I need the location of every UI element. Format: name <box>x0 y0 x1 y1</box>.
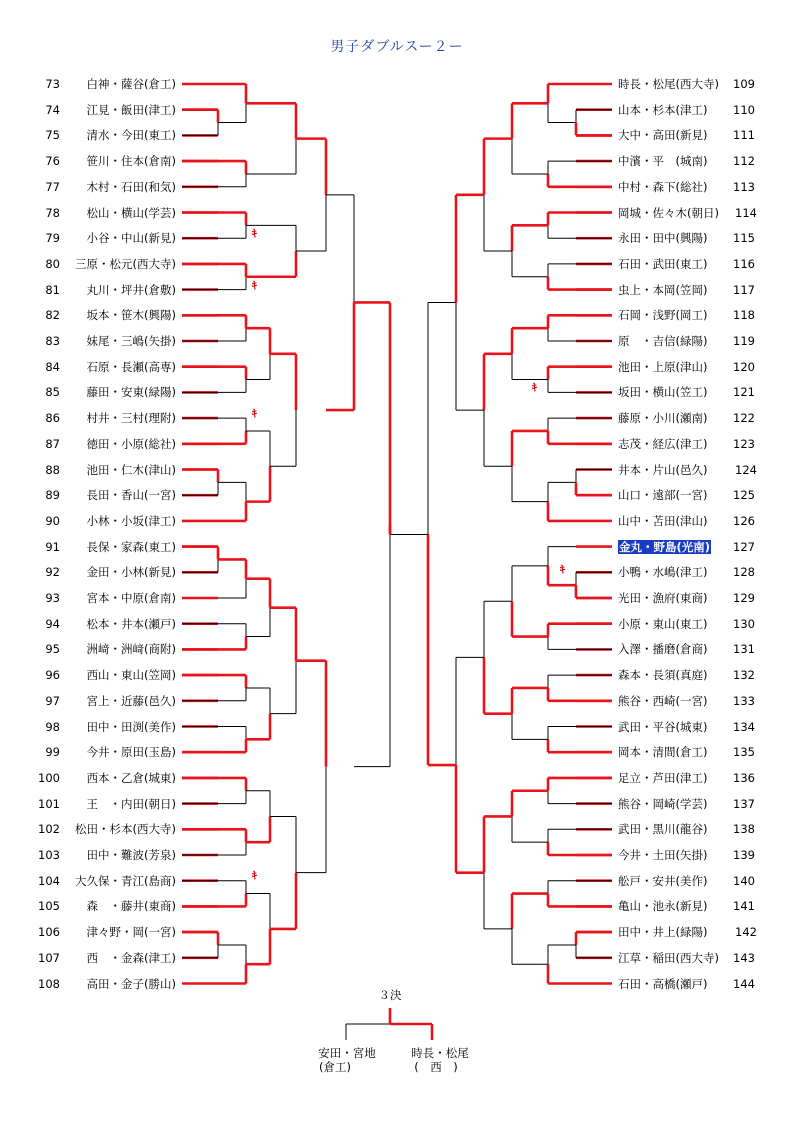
right-entry-number: 118 <box>733 308 755 323</box>
right-entry-name: 山本・杉本(津工) <box>618 102 708 117</box>
right-entry-number: 132 <box>733 668 755 683</box>
right-entry-number: 120 <box>733 359 755 374</box>
left-entry-number: 88 <box>45 462 60 477</box>
right-entry-name: 熊谷・西崎(一宮) <box>618 693 708 708</box>
third-place-player-a-name: 安田・宮地 <box>318 1046 376 1060</box>
right-entry-name: 今井・土田(矢掛) <box>618 848 708 862</box>
left-entry-number: 102 <box>38 822 60 837</box>
left-entry-number: 83 <box>45 334 60 348</box>
page-title: 男子ダブルスー２ー <box>330 39 464 55</box>
left-entry-name: 村井・三村(理附) <box>86 411 176 426</box>
right-entry-name: 池田・上原(津山) <box>618 359 708 374</box>
left-entry-number: 75 <box>45 128 60 143</box>
right-entry-name: 武田・黒川(龍谷) <box>618 822 708 837</box>
third-place-player-b-name: 時長・松尾 <box>411 1046 469 1060</box>
right-entry-number: 113 <box>733 179 755 194</box>
right-entry-number: 134 <box>733 719 755 734</box>
left-entry-name: 三原・松元(西大寺) <box>75 256 176 271</box>
right-entry-name: 岡城・佐々木(朝日) <box>618 205 719 220</box>
left-entry-name: 石原・長瀬(高専) <box>86 359 176 374</box>
walkover-mark: ｷ <box>252 409 257 420</box>
left-entry-number: 92 <box>45 565 60 580</box>
walkover-mark: ｷ <box>252 229 257 240</box>
right-entry-name: 井本・片山(邑久) <box>618 462 708 477</box>
left-entry-number: 100 <box>38 770 60 785</box>
left-entry-name: 高田・金子(勝山) <box>86 976 176 991</box>
right-entry-number: 125 <box>733 488 755 503</box>
right-entry-name: 光田・漁府(東商) <box>618 591 708 605</box>
left-entry-name: 清水・今田(東工) <box>86 128 176 143</box>
left-entry-number: 79 <box>45 231 60 246</box>
third-place-label: ３決 <box>378 988 402 1002</box>
right-entry-number: 138 <box>733 822 755 837</box>
right-entry-name: 小原・東山(東工) <box>618 616 708 631</box>
left-entry-number: 108 <box>38 976 60 991</box>
right-entry-number: 121 <box>733 385 755 400</box>
third-place-player-b-school: ( 西 ) <box>414 1060 458 1074</box>
left-entry-name: 宮上・近藤(邑久) <box>86 693 176 708</box>
left-entry-number: 91 <box>45 539 60 554</box>
right-entry-name: 時長・松尾(西大寺) <box>618 77 719 91</box>
left-entry-number: 97 <box>45 693 60 708</box>
right-entry-name: 藤原・小川(瀬南) <box>618 411 708 426</box>
left-entry-number: 76 <box>45 154 60 169</box>
right-entry-number: 141 <box>733 899 755 914</box>
left-entry-number: 80 <box>45 256 60 271</box>
right-entry-number: 136 <box>733 770 755 785</box>
right-entry-number: 110 <box>733 102 755 117</box>
walkover-mark: ｷ <box>560 565 565 576</box>
left-entry-number: 78 <box>45 205 60 220</box>
right-entry-name: 舩戸・安井(美作) <box>618 873 708 888</box>
left-entry-name: 坂本・笹木(興陽) <box>86 308 176 323</box>
right-entry-number: 131 <box>733 642 755 657</box>
left-entry-number: 106 <box>38 925 60 940</box>
right-entry-name: 田中・井上(緑陽) <box>618 925 708 940</box>
right-entry-name: 入澤・播磨(倉商) <box>618 642 708 657</box>
left-entry-name: 小林・小坂(津工) <box>86 513 176 528</box>
left-entry-name: 西 ・金森(津工) <box>86 950 176 965</box>
left-entry-name: 白神・薩谷(倉工) <box>86 77 176 91</box>
left-entry-number: 107 <box>38 950 60 965</box>
left-entry-number: 89 <box>45 488 60 503</box>
left-entry-name: 大久保・青江(島商) <box>75 873 176 888</box>
right-entry-number: 127 <box>733 539 755 554</box>
left-entry-number: 85 <box>45 385 60 400</box>
left-entry-number: 98 <box>45 719 60 734</box>
right-entry-number: 126 <box>733 513 755 528</box>
left-entry-name: 松本・井本(瀬戸) <box>86 616 176 631</box>
left-entry-name: 木村・石田(和気) <box>86 179 176 194</box>
left-entry-name: 長保・家森(東工) <box>86 539 176 554</box>
left-entry-number: 82 <box>45 308 60 323</box>
right-entry-number: 139 <box>733 848 755 862</box>
left-entry-number: 87 <box>45 436 60 451</box>
left-entry-name: 王 ・内田(朝日) <box>86 796 176 811</box>
right-entry-number: 130 <box>733 616 755 631</box>
left-entry-name: 田中・田渕(美作) <box>86 719 176 734</box>
third-place-player-a-school: (倉工) <box>319 1060 351 1074</box>
right-entry-name: 熊谷・岡崎(学芸) <box>618 796 708 811</box>
right-entry-name-highlighted: 金丸・野島(光南) <box>619 539 711 554</box>
left-entry-name: 長田・香山(一宮) <box>86 488 176 503</box>
right-entry-number: 114 <box>735 205 757 220</box>
right-entry-number: 133 <box>733 693 755 708</box>
right-entry-name: 小鴨・水嶋(津工) <box>618 565 708 580</box>
right-entry-number: 116 <box>733 256 755 271</box>
left-entry-name: 小谷・中山(新見) <box>86 231 176 246</box>
left-entry-number: 104 <box>38 873 60 888</box>
left-entry-name: 田中・難波(芳泉) <box>86 848 176 862</box>
right-entry-name: 山中・苫田(津山) <box>618 513 708 528</box>
left-entry-name: 金田・小林(新見) <box>86 565 176 580</box>
left-entry-number: 95 <box>45 642 60 657</box>
right-entry-name: 石田・武田(東工) <box>618 256 708 271</box>
right-entry-name: 武田・平谷(城東) <box>618 719 708 734</box>
right-entry-number: 119 <box>733 334 755 348</box>
right-entry-name: 大中・高田(新見) <box>618 128 708 143</box>
right-entry-name: 中村・森下(総社) <box>618 179 708 194</box>
walkover-mark: ｷ <box>532 383 537 394</box>
left-entry-name: 藤田・安東(緑陽) <box>86 385 176 400</box>
left-entry-number: 77 <box>45 179 60 194</box>
right-entry-number: 117 <box>733 282 755 297</box>
left-entry-number: 105 <box>38 899 60 914</box>
right-entry-number: 144 <box>733 976 755 991</box>
left-entry-name: 松田・杉本(西大寺) <box>75 822 176 837</box>
left-entry-name: 今井・原田(玉島) <box>86 745 176 760</box>
left-entry-number: 73 <box>45 77 60 91</box>
right-entry-number: 109 <box>733 77 755 91</box>
right-entry-number: 137 <box>733 796 755 811</box>
right-entry-name: 足立・芦田(津工) <box>618 770 708 785</box>
left-entry-name: 津々野・岡(一宮) <box>86 925 176 940</box>
right-entry-number: 112 <box>733 154 755 169</box>
left-entry-name: 森 ・藤井(東商) <box>86 899 176 914</box>
left-entry-name: 徳田・小原(総社) <box>86 436 176 451</box>
left-entry-name: 丸川・坪井(倉敷) <box>86 282 176 297</box>
left-entry-number: 84 <box>45 359 60 374</box>
right-entry-number: 129 <box>733 591 755 605</box>
right-entry-number: 140 <box>733 873 755 888</box>
right-entry-name: 岡本・清間(倉工) <box>618 745 708 760</box>
left-entry-number: 96 <box>45 668 60 683</box>
right-entry-name: 森本・長須(真庭) <box>618 668 708 683</box>
right-entry-name: 石田・高橋(瀬戸) <box>618 976 708 991</box>
left-entry-number: 86 <box>45 411 60 426</box>
right-entry-name: 虫上・本岡(笠岡) <box>618 282 708 297</box>
right-entry-number: 124 <box>735 462 757 477</box>
left-entry-name: 妹尾・三嶋(矢掛) <box>86 334 176 348</box>
left-entry-name: 西本・乙倉(城東) <box>86 770 176 785</box>
right-entry-number: 115 <box>733 231 755 246</box>
left-entry-name: 江見・飯田(津工) <box>86 102 176 117</box>
right-entry-name: 山口・遠部(一宮) <box>618 488 708 503</box>
left-entry-number: 74 <box>45 102 60 117</box>
right-entry-number: 128 <box>733 565 755 580</box>
right-entry-name: 坂田・横山(笠工) <box>618 385 708 400</box>
left-entry-name: 池田・仁木(津山) <box>86 462 176 477</box>
right-entry-number: 111 <box>733 128 755 143</box>
left-entry-number: 99 <box>45 745 60 760</box>
walkover-mark: ｷ <box>252 281 257 292</box>
left-entry-name: 西山・東山(笠岡) <box>86 668 176 683</box>
left-entry-number: 81 <box>45 282 60 297</box>
right-entry-number: 123 <box>733 436 755 451</box>
left-entry-name: 洲﨑・洲﨑(商附) <box>86 642 176 657</box>
right-entry-name: 江草・稲田(西大寺) <box>618 950 719 965</box>
right-entry-name: 永田・田中(興陽) <box>618 231 708 246</box>
left-entry-name: 笹川・住本(倉南) <box>86 154 176 169</box>
right-entry-name: 石岡・浅野(岡工) <box>618 308 708 323</box>
left-entry-name: 松山・横山(学芸) <box>86 205 176 220</box>
left-entry-number: 103 <box>38 848 60 862</box>
right-entry-number: 122 <box>733 411 755 426</box>
left-entry-number: 90 <box>45 513 60 528</box>
right-entry-name: 亀山・池永(新見) <box>618 899 708 914</box>
left-entry-name: 宮本・中原(倉南) <box>86 591 176 605</box>
left-entry-number: 101 <box>38 796 60 811</box>
right-entry-name: 志茂・経広(津工) <box>618 436 708 451</box>
right-entry-number: 143 <box>733 950 755 965</box>
left-entry-number: 93 <box>45 591 60 605</box>
right-entry-number: 135 <box>733 745 755 760</box>
right-entry-name: 原 ・吉信(緑陽) <box>618 334 708 348</box>
right-entry-name: 中濱・平 (城南) <box>618 154 708 169</box>
walkover-mark: ｷ <box>252 871 257 882</box>
right-entry-number: 142 <box>735 925 757 940</box>
left-entry-number: 94 <box>45 616 60 631</box>
